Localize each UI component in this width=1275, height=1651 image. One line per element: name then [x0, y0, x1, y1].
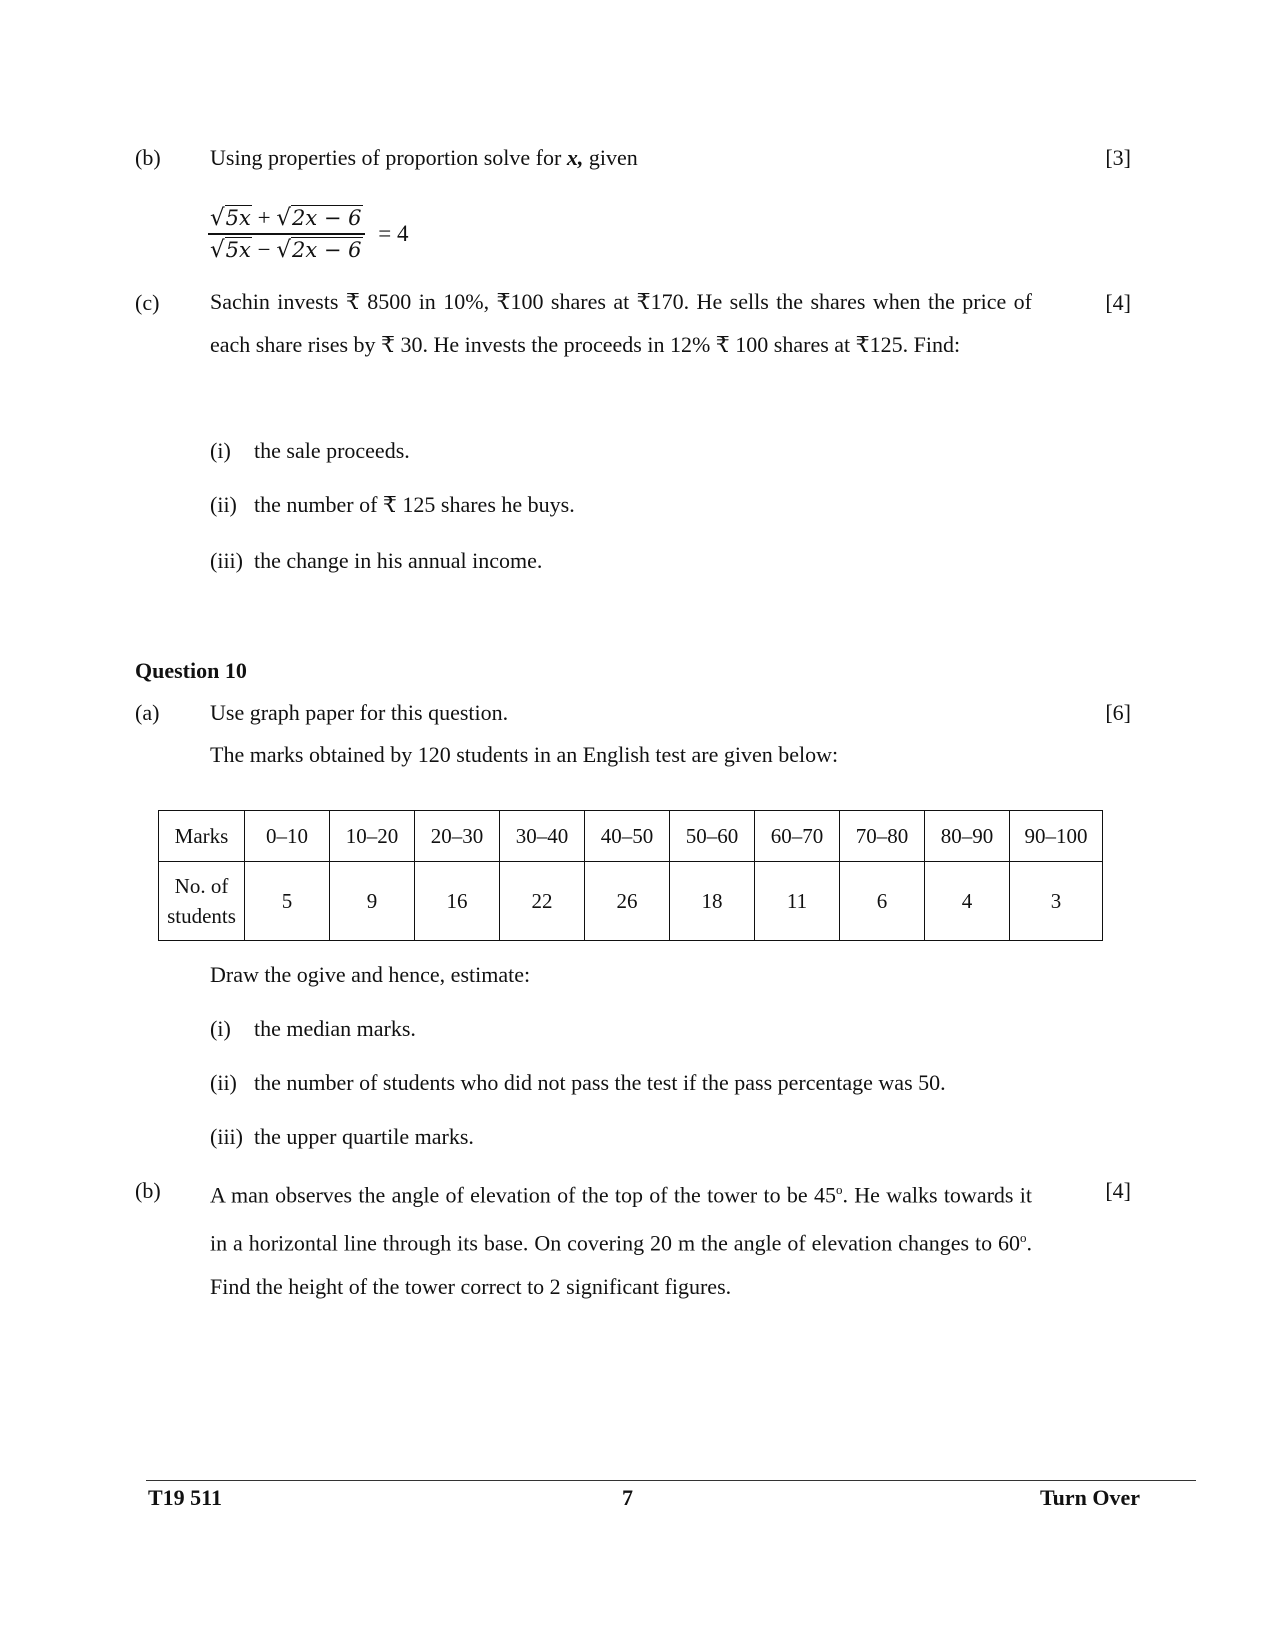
table-cell-frequency: 5 [245, 862, 330, 941]
sqrt-2x-6-denominator: √2x − 6 [276, 237, 362, 263]
q9b-equation [208, 205, 409, 263]
q9c-part-iii: (iii) the change in his annual income. [210, 548, 543, 573]
footer-page-number: 7 [622, 1485, 633, 1510]
footer-turn-over: Turn Over [1039, 1485, 1140, 1510]
q9c-part-i: (i) the sale proceeds. [210, 438, 410, 463]
table-cell-frequency: 18 [670, 862, 755, 941]
q10a-label: (a) [135, 700, 160, 725]
table-cell-class: 60–70 [755, 811, 840, 862]
table-row-marks [159, 811, 1103, 862]
sqrt-5x-denominator: √5x [210, 237, 251, 263]
numerator-operator: + [251, 205, 277, 230]
table-cell-class: 40–50 [585, 811, 670, 862]
q9c-text: Sachin invests ₹ 8500 in 10%, ₹100 shares at ₹170. He sells the shares when the price of each share rises by ₹ 30. He invests the proceeds in 12% ₹ 100 shares at ₹125. Find: [210, 289, 1032, 357]
denominator-operator: − [251, 237, 277, 262]
table-cell-frequency: 3 [1010, 862, 1103, 941]
table-cell-frequency: 16 [415, 862, 500, 941]
table-row-students [159, 862, 1103, 941]
table-cell-class: 90–100 [1010, 811, 1103, 862]
q10a-line2: The marks obtained by 120 students in an English test are given below: [210, 742, 839, 767]
marks-frequency-table [158, 810, 1103, 941]
table-cell-frequency: 4 [925, 862, 1010, 941]
table-cell-class: 10–20 [330, 811, 415, 862]
q9c-part-ii: (ii) the number of ₹ 125 shares he buys. [210, 492, 575, 517]
table-cell-class: 70–80 [840, 811, 925, 862]
equation-fraction [208, 205, 365, 263]
table-header-students: No. of students [159, 862, 245, 941]
q10a-part-ii: (ii) the number of students who did not pass the test if the pass percentage was 50. [210, 1070, 946, 1095]
q10b-marks: [4] [1105, 1178, 1131, 1203]
table-cell-frequency: 6 [840, 862, 925, 941]
footer-code: T19 511 [148, 1485, 222, 1510]
q10b-label: (b) [135, 1178, 161, 1203]
q9b-text [210, 145, 638, 171]
q9b-text-after: given [583, 145, 638, 170]
equation-rhs: = 4 [378, 221, 409, 246]
table-cell-frequency: 22 [500, 862, 585, 941]
table-cell-frequency: 26 [585, 862, 670, 941]
q10a-line1: Use graph paper for this question. [210, 700, 509, 725]
table-cell-class: 20–30 [415, 811, 500, 862]
q10a-part-i: (i) the median marks. [210, 1016, 416, 1041]
table-cell-class: 0–10 [245, 811, 330, 862]
q10-heading: Question 10 [135, 658, 247, 683]
q9c-label: (c) [135, 290, 160, 315]
q10a-after-table: Draw the ogive and hence, estimate: [210, 962, 531, 987]
fraction-denominator [208, 235, 365, 263]
sqrt-2x-6-numerator: √2x − 6 [276, 205, 362, 231]
table-cell-frequency: 11 [755, 862, 840, 941]
q9c-marks: [4] [1105, 290, 1131, 315]
q10a-marks: [6] [1105, 700, 1131, 725]
q9b-text-before: Using properties of proportion solve for [210, 145, 567, 170]
q9b-marks: [3] [1105, 145, 1131, 170]
sqrt-5x-numerator: √5x [210, 205, 251, 231]
table-cell-class: 50–60 [670, 811, 755, 862]
table-header-marks: Marks [159, 811, 245, 862]
q9b-label: (b) [135, 145, 161, 170]
table-cell-class: 80–90 [925, 811, 1010, 862]
q10b-text: A man observes the angle of elevation of the top of the tower to be 45$^o$. He walks towards it in a horizontal line through its base. On covering 20 m the angle of elevation changes to 60$^o$. Find the height of the tower correct to 2 significant figures. [210, 1182, 1032, 1299]
footer-rule [146, 1480, 1196, 1481]
table-cell-class: 30–40 [500, 811, 585, 862]
fraction-numerator [208, 205, 365, 235]
q10a-part-iii: (iii) the upper quartile marks. [210, 1124, 474, 1149]
q9b-variable: x, [566, 145, 584, 170]
table-cell-frequency: 9 [330, 862, 415, 941]
